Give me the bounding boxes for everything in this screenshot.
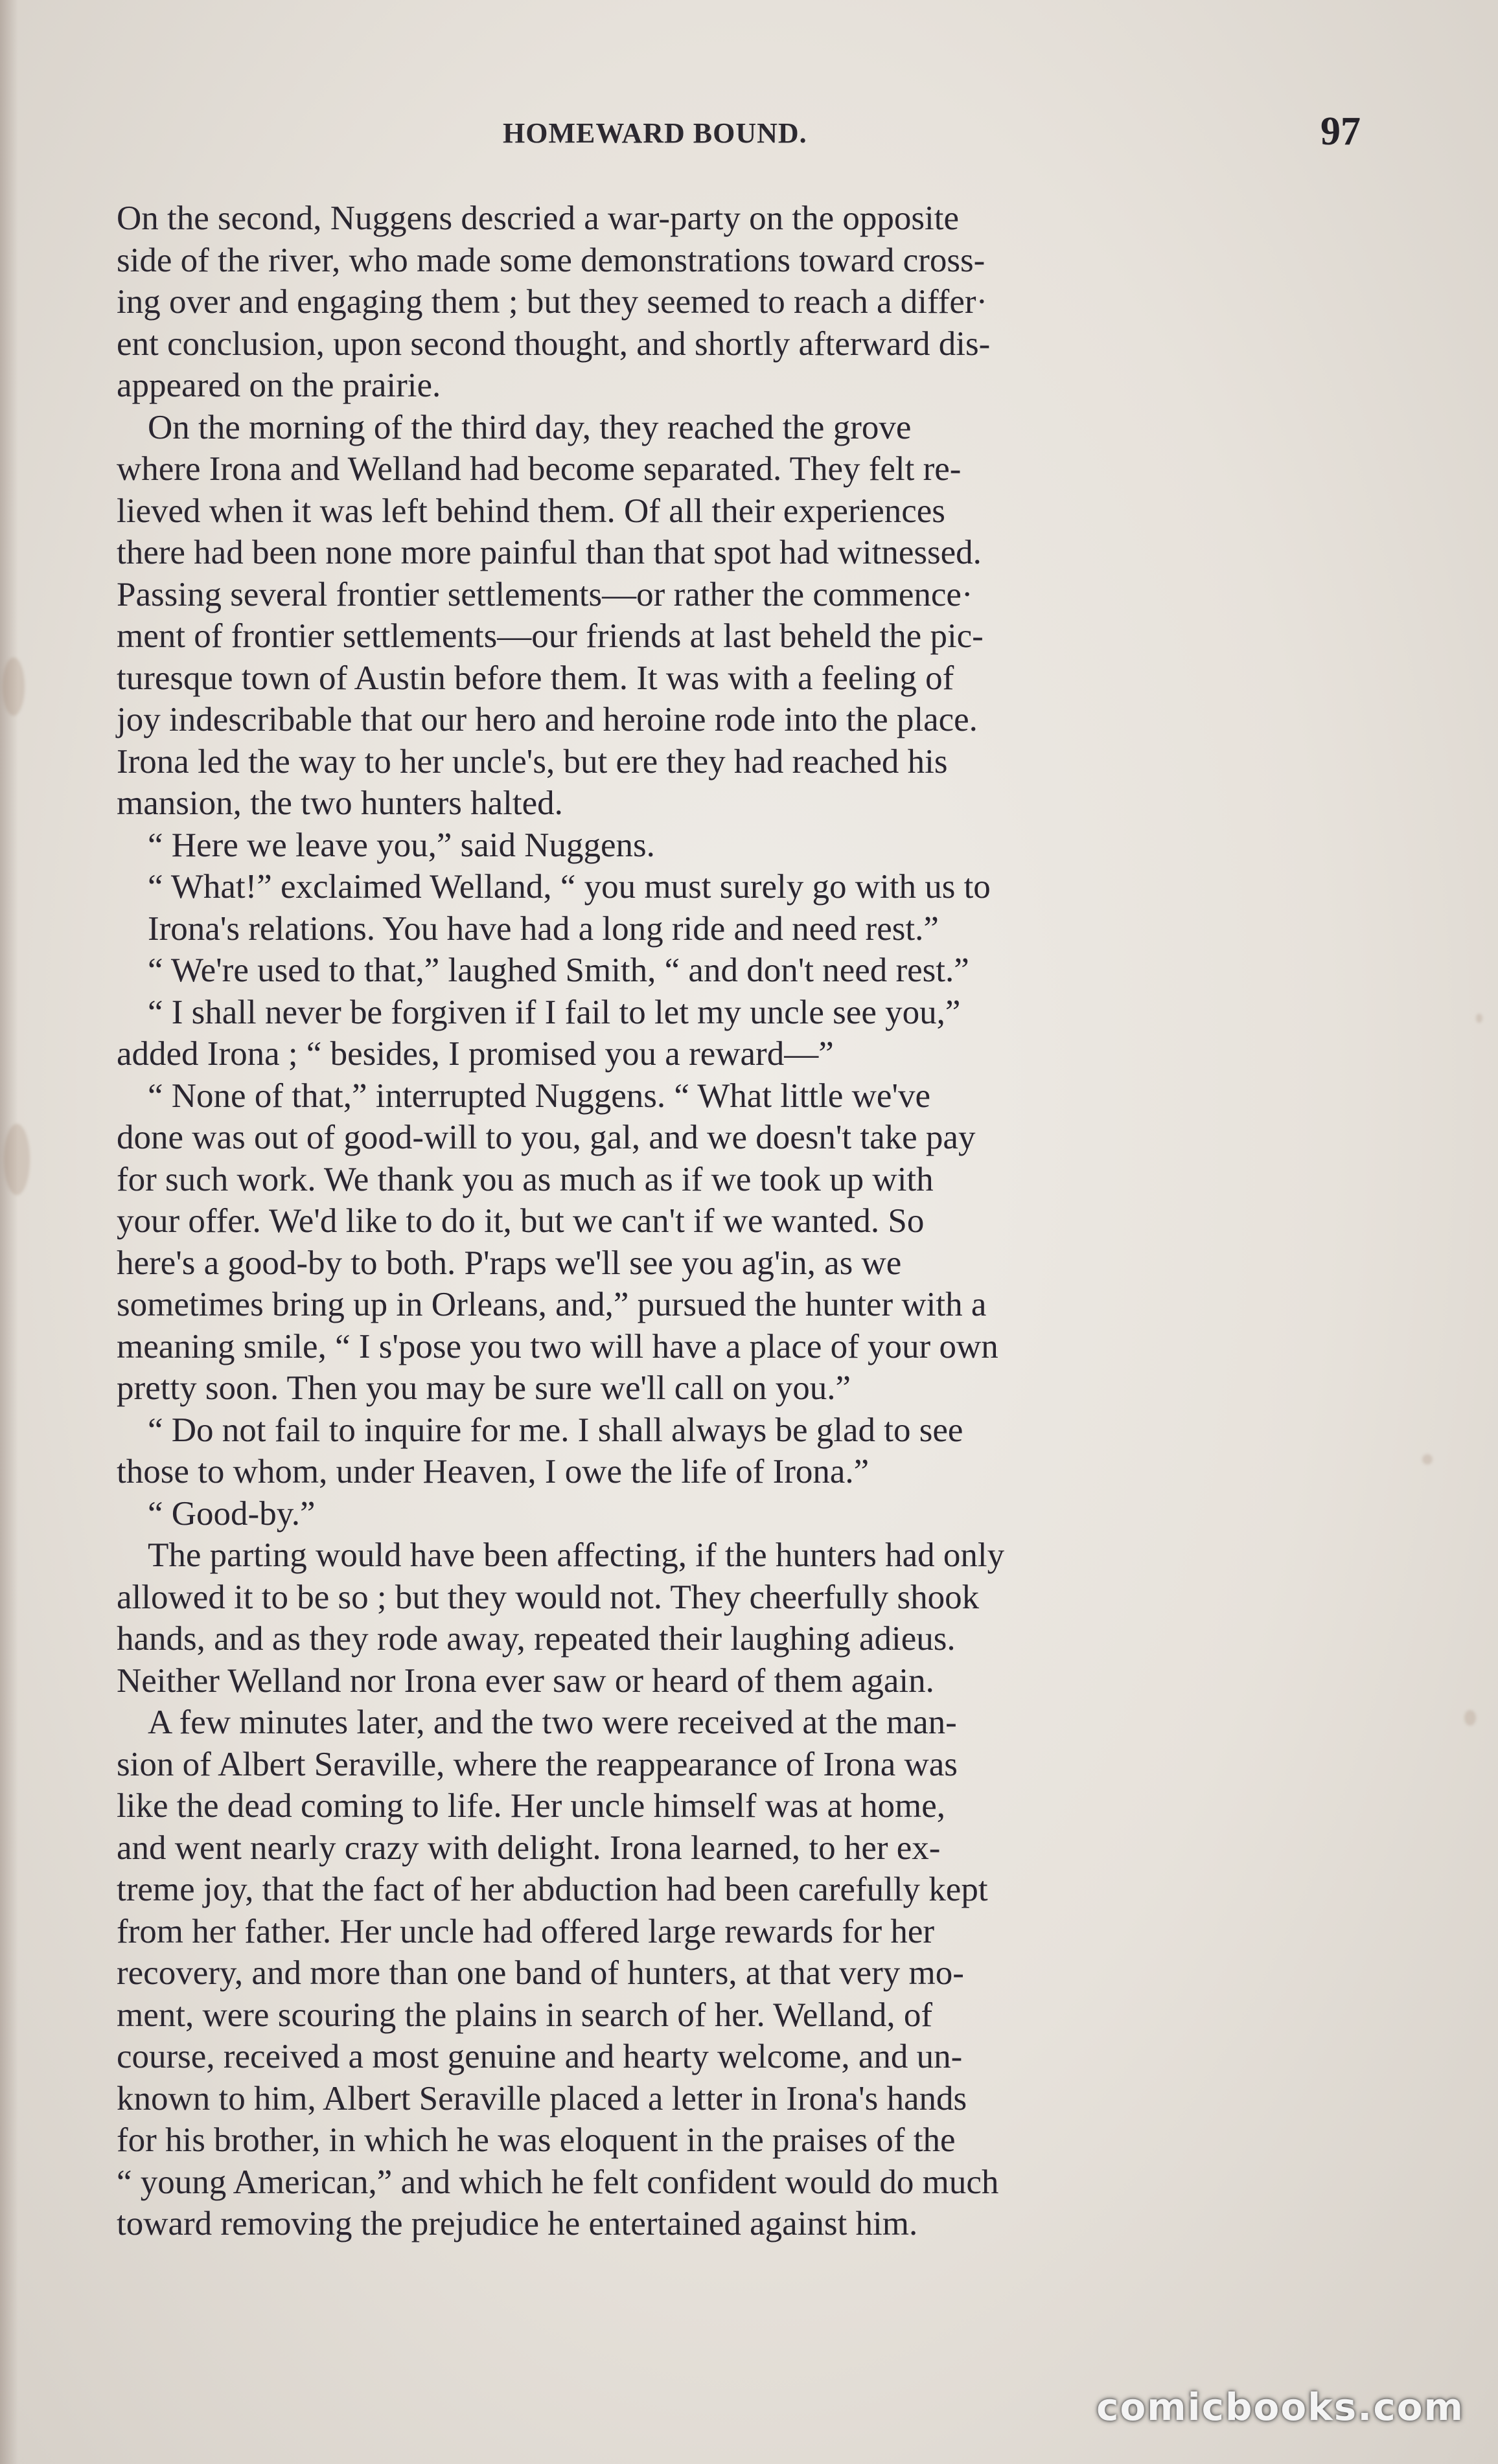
text-line: On the second, Nuggens descried a war-party on the opposite bbox=[117, 200, 960, 237]
text-line: side of the river, who made some demonstrations toward cross- bbox=[117, 241, 985, 279]
running-head: HOMEWARD BOUND. bbox=[503, 117, 807, 149]
text-line: toward removing the prejudice he entertained against him. bbox=[117, 2205, 918, 2242]
paper-stain bbox=[1422, 1454, 1433, 1465]
text-line: course, received a most genuine and hearty welcome, and un- bbox=[117, 2038, 963, 2075]
text-line: allowed it to be so ; but they would not. They cheerfully shook bbox=[117, 1578, 980, 1616]
text-line: your offer. We'd like to do it, but we can't if we wanted. So bbox=[117, 1202, 925, 1240]
paper-stain bbox=[1476, 1014, 1482, 1023]
text-line: like the dead coming to life. Her uncle himself was at home, bbox=[117, 1787, 945, 1825]
text-line: turesque town of Austin before them. It was with a feeling of bbox=[117, 659, 954, 697]
text-line: and went nearly crazy with delight. Irona learned, to her ex- bbox=[117, 1829, 941, 1867]
text-line: there had been none more painful than that spot had witnessed. bbox=[117, 534, 982, 571]
text-line: On the morning of the third day, they reached the grove bbox=[148, 408, 912, 446]
paper-stain bbox=[1464, 1710, 1476, 1726]
text-line: meaning smile, “ I s'pose you two will have a place of your own bbox=[117, 1327, 998, 1365]
text-line: ment, were scouring the plains in search of her. Welland, of bbox=[117, 1996, 933, 2034]
text-line: Irona's relations. You have had a long ride and need rest.” bbox=[148, 909, 939, 948]
text-line: pretty soon. Then you may be sure we'll call on you.” bbox=[117, 1369, 851, 1407]
text-line: Irona led the way to her uncle's, but ere they had reached his bbox=[117, 742, 948, 781]
paper-stain bbox=[3, 657, 25, 716]
page-edge-shadow bbox=[0, 0, 18, 2464]
text-line: here's a good-by to both. P'raps we'll see you ag'in, as we bbox=[117, 1244, 902, 1282]
body-text bbox=[117, 198, 1361, 2245]
text-line: those to whom, under Heaven, I owe the life of Irona.” bbox=[117, 1453, 870, 1490]
text-line: where Irona and Welland had become separated. They felt re- bbox=[117, 450, 962, 488]
text-line: “ I shall never be forgiven if I fail to let my uncle see you,” bbox=[148, 993, 961, 1031]
text-line: “ What!” exclaimed Welland, “ you must surely go with us to bbox=[148, 868, 991, 906]
text-line: The parting would have been affecting, if the hunters had only bbox=[148, 1536, 1005, 1574]
text-line: “ Do not fail to inquire for me. I shall always be glad to see bbox=[148, 1411, 963, 1449]
text-line: “ None of that,” interrupted Nuggens. “ What little we've bbox=[148, 1077, 931, 1115]
text-line: ment of frontier settlements—our friends at last beheld the pic- bbox=[117, 617, 984, 655]
site-watermark: comicbooks.com bbox=[1096, 2385, 1464, 2429]
text-line: done was out of good-will to you, gal, and we doesn't take pay bbox=[117, 1119, 976, 1156]
text-line: “ Good-by.” bbox=[148, 1494, 316, 1533]
text-line: added Irona ; “ besides, I promised you a reward—” bbox=[117, 1035, 834, 1073]
text-line: for his brother, in which he was eloquent in the praises of the bbox=[117, 2121, 956, 2159]
text-line: A few minutes later, and the two were received at the man- bbox=[148, 1704, 957, 1741]
text-line: recovery, and more than one band of hunters, at that very mo- bbox=[117, 1954, 964, 1992]
paper-stain bbox=[4, 1124, 30, 1195]
text-line: for such work. We thank you as much as if we took up with bbox=[117, 1160, 934, 1198]
text-line: sion of Albert Seraville, where the reappearance of Irona was bbox=[117, 1745, 958, 1783]
text-line: lieved when it was left behind them. Of all their experiences bbox=[117, 492, 945, 530]
text-line: “ young American,” and which he felt confident would do much bbox=[117, 2163, 999, 2201]
page-header bbox=[117, 109, 1361, 167]
text-line: Passing several frontier settlements—or rather the commence· bbox=[117, 575, 973, 613]
text-line: ing over and engaging them ; but they seemed to reach a differ· bbox=[117, 283, 988, 321]
text-line: appeared on the prairie. bbox=[117, 367, 441, 404]
text-line: mansion, the two hunters halted. bbox=[117, 784, 563, 822]
text-line: from her father. Her uncle had offered large rewards for her bbox=[117, 1912, 935, 1950]
text-line: “ Here we leave you,” said Nuggens. bbox=[148, 826, 655, 864]
text-line: Neither Welland nor Irona ever saw or heard of them again. bbox=[117, 1661, 934, 1700]
text-line: joy indescribable that our hero and heroine rode into the place. bbox=[117, 701, 978, 738]
text-line: ent conclusion, upon second thought, and shortly afterward dis- bbox=[117, 325, 991, 363]
text-line: sometimes bring up in Orleans, and,” pursued the hunter with a bbox=[117, 1286, 987, 1323]
page-number: 97 bbox=[1320, 109, 1361, 154]
text-line: “ We're used to that,” laughed Smith, “ and don't need rest.” bbox=[148, 952, 969, 989]
text-line: hands, and as they rode away, repeated their laughing adieus. bbox=[117, 1620, 956, 1658]
text-line: treme joy, that the fact of her abduction had been carefully kept bbox=[117, 1871, 988, 1908]
text-line: known to him, Albert Seraville placed a letter in Irona's hands bbox=[117, 2079, 967, 2117]
